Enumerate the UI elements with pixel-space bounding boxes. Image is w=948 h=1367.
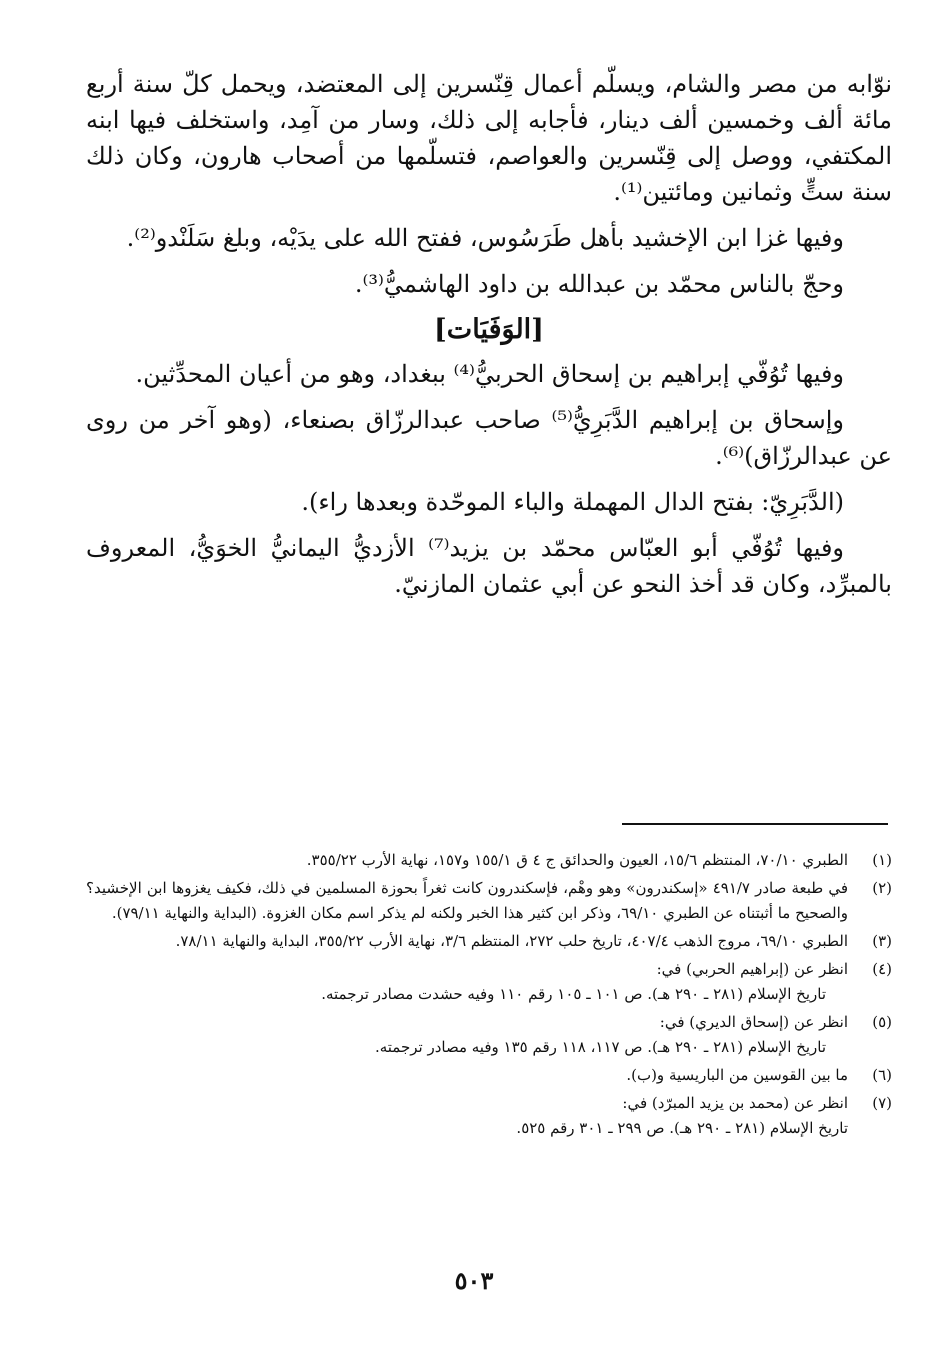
footnote-6	[86, 1063, 892, 1088]
footnote-text	[86, 929, 848, 954]
footnote-7	[86, 1091, 892, 1141]
footnote-text	[86, 876, 848, 926]
page-body	[86, 66, 892, 612]
paragraph-2: وفيها غزا ابن الإخشيد بأهل طَرَسُوس، ففتح الله على يدَيْه، وبلغ سَلَنْدو⁽²⁾.	[126, 224, 844, 252]
footnote-line: تاريخ الإسلام (٢٨١ ـ ٢٩٠ هـ). ص ١٠١ ـ ١٠٥ رقم ١١٠ وفيه حشدت مصادر ترجمته.	[321, 985, 826, 1003]
footnote-line: انظر عن (إبراهيم الحربي) في:	[656, 960, 848, 978]
death-entry-2: وإسحاق بن إبراهيم الدَّبَرِيُّ⁽⁵⁾ صاحب عبدالرزّاق بصنعاء، (وهو آخر من روى عن عبدالرزّاق)⁽⁶⁾.	[86, 406, 892, 470]
footnote-text	[86, 957, 848, 1007]
footnote-line: ما بين القوسين من الباريسية و(ب).	[626, 1066, 848, 1084]
footnote-2	[86, 876, 892, 926]
footnote-line: الطبري ٦٩/١٠، مروج الذهب ٤٠٧/٤، تاريخ حلب ٢٧٢، المنتظم ٣/٦، نهاية الأرب ٣٥٥/٢٢، البداية والنهاية ٧٨/١١.	[175, 932, 848, 950]
footnote-3	[86, 929, 892, 954]
death-entry-3: (الدَّبَرِيّ: بفتح الدال المهملة والباء الموحّدة وبعدها راء).	[301, 488, 844, 516]
footnote-5	[86, 1010, 892, 1060]
footnote-number: (٥)	[872, 1013, 892, 1031]
paragraph-3: وحجّ بالناس محمّد بن عبدالله بن داود الهاشميُّ⁽³⁾.	[354, 270, 844, 298]
footnote-number: (٧)	[872, 1094, 892, 1112]
page-number: ٥٠٣	[454, 1266, 494, 1295]
death-entry-4: وفيها تُوُفّي أبو العبّاس محمّد بن يزيد⁽⁷⁾ الأزديُّ اليمانيُّ الخوَيُّ، المعروف بالمبرِّد، وكان قد أخذ النحو عن أبي عثمان المازنيّ.	[86, 534, 892, 598]
main-text	[86, 66, 892, 602]
footnote-line: تاريخ الإسلام (٢٨١ ـ ٢٩٠ هـ). ص ١١٧، ١١٨ رقم ١٣٥ وفيه مصادر ترجمته.	[374, 1038, 826, 1056]
footnote-line: الطبري ٧٠/١٠، المنتظم ١٥/٦، العيون والحدائق ج ٤ ق ١٥٥/١ و١٥٧، نهاية الأرب ٣٥٥/٢٢.	[306, 851, 848, 869]
footnote-number: (١)	[872, 851, 892, 869]
footnote-text	[86, 848, 848, 873]
footnote-divider	[622, 823, 888, 825]
footnotes	[86, 848, 892, 1144]
footnote-number: (٦)	[872, 1066, 892, 1084]
section-heading: [الوَفَيَات]	[434, 314, 544, 345]
footnote-number: (٤)	[872, 960, 892, 978]
footnote-line: انظر عن (محمد بن يزيد المبرّد) في:	[622, 1094, 848, 1112]
footnote-number: (٢)	[872, 879, 892, 897]
footnote-number: (٣)	[872, 932, 892, 950]
paragraph-1: نوّابه من مصر والشام، ويسلّم أعمال قِنّسرين إلى المعتضد، ويحمل كلّ سنة أربع مائة ألف وخمسين ألف دينار، فأجابه إلى ذلك، وسار من آمِد، واستخلف فيها ابنه المكتفي، ووصل إلى قِنّسرين والعواصم، فتسلّمها من أصحاب هارون، وكان ذلك سنة ستٍّ وثمانين ومائتين⁽¹⁾.	[86, 70, 892, 206]
footnote-line: في طبعة صادر ٤٩١/٧ «إسكندرون» وهو وهْم، فإسكندرون كانت ثغراً بحوزة المسلمين في ذلك، فكيف يغزوها ابن الإخشيد؟ والصحيح ما أثبتناه عن الطبري ٦٩/١٠، وذكر ابن كثير هذا الخبر ولكنه لم يذكر اسم مكان الغزوة. (البداية والنهاية ٧٩/١١).	[86, 879, 848, 922]
footnote-4	[86, 957, 892, 1007]
footnote-text	[86, 1091, 848, 1141]
footnote-text	[86, 1010, 848, 1060]
death-entry-1: وفيها تُوُفّي إبراهيم بن إسحاق الحربيُّ⁽⁴⁾ ببغداد، وهو من أعيان المحدِّثين.	[135, 360, 844, 388]
footnote-text	[86, 1063, 848, 1088]
footnote-1	[86, 848, 892, 873]
footnote-line: انظر عن (إسحاق الديري) في:	[659, 1013, 848, 1031]
footnote-line: تاريخ الإسلام (٢٨١ ـ ٢٩٠ هـ). ص ٢٩٩ ـ ٣٠١ رقم ٥٢٥.	[516, 1119, 848, 1137]
